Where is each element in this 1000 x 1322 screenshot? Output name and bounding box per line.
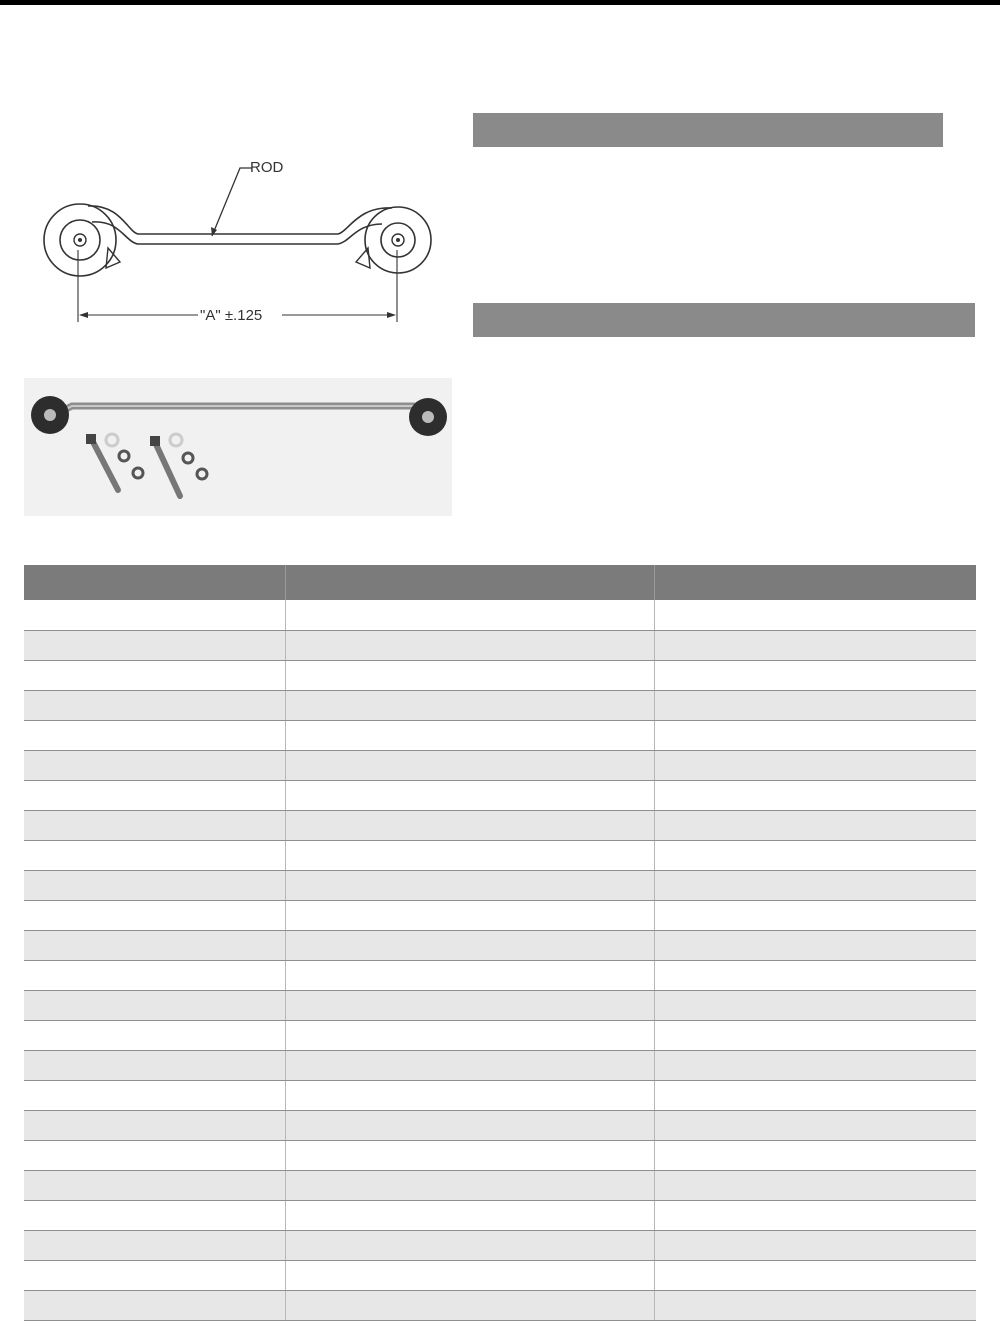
table-cell [285,1140,654,1170]
table-cell [285,1050,654,1080]
section-bar-2 [473,303,975,337]
table-cell [285,660,654,690]
table-cell [654,630,976,660]
table-cell [24,1230,285,1260]
table-header-cell-3 [654,565,976,600]
table-cell [654,840,976,870]
table-header-cell-1 [24,565,285,600]
table-row [24,870,976,900]
table-cell [285,690,654,720]
table-cell [654,750,976,780]
table-cell [24,930,285,960]
table-cell [24,1200,285,1230]
table-cell [24,720,285,750]
table-row [24,1050,976,1080]
table-cell [24,1290,285,1320]
table-cell [654,900,976,930]
table-row [24,960,976,990]
table-cell [654,1260,976,1290]
table-cell [654,1050,976,1080]
table-cell [24,990,285,1020]
table-cell [24,1020,285,1050]
table-row [24,660,976,690]
table-header-row [24,565,976,600]
table-row [24,810,976,840]
table-cell [654,720,976,750]
top-rule [0,0,1000,5]
table-row [24,690,976,720]
rod-label: ROD [250,159,284,176]
table-cell [285,1080,654,1110]
table-cell [24,960,285,990]
table-header-cell-2 [285,565,654,600]
table-cell [285,630,654,660]
table-row [24,930,976,960]
parts-table [24,565,976,1321]
table-cell [24,1170,285,1200]
table-row [24,840,976,870]
table-cell [285,900,654,930]
table-row [24,1260,976,1290]
dimension-label: "A" ±.125 [200,307,263,324]
table-cell [285,600,654,630]
table-row [24,1140,976,1170]
table-cell [654,600,976,630]
table-cell [654,1230,976,1260]
table-cell [24,660,285,690]
table-cell [285,1290,654,1320]
table-cell [285,870,654,900]
table-cell [654,870,976,900]
table-cell [24,750,285,780]
table-row [24,1200,976,1230]
table-cell [285,750,654,780]
table-row [24,900,976,930]
table-cell [654,1020,976,1050]
table-row [24,1080,976,1110]
table-cell [654,1290,976,1320]
table-cell [24,1140,285,1170]
table-row [24,990,976,1020]
table-row [24,1230,976,1260]
table-cell [24,600,285,630]
table-cell [24,690,285,720]
table-cell [285,1230,654,1260]
table-cell [24,1050,285,1080]
table-cell [654,1170,976,1200]
table-cell [285,930,654,960]
section-bar-1 [473,113,943,147]
table-cell [24,1110,285,1140]
table-row [24,780,976,810]
table-row [24,1020,976,1050]
rod-assembly-photo [24,378,452,516]
table-cell [654,990,976,1020]
table-cell [285,990,654,1020]
table-cell [24,780,285,810]
table-cell [24,1260,285,1290]
table-cell [24,630,285,660]
table-cell [285,1170,654,1200]
table-cell [24,810,285,840]
table-cell [285,1110,654,1140]
table-cell [24,840,285,870]
table-cell [654,1110,976,1140]
table-cell [285,1260,654,1290]
table-cell [24,900,285,930]
table-body [24,600,976,1320]
table-cell [654,780,976,810]
table-cell [654,660,976,690]
table-cell [654,930,976,960]
table-cell [654,1200,976,1230]
table-cell [285,960,654,990]
rod-technical-drawing [30,150,450,335]
table-row [24,720,976,750]
table-cell [24,870,285,900]
table-cell [24,1080,285,1110]
table-cell [285,840,654,870]
table-cell [285,1200,654,1230]
table-row [24,750,976,780]
rod-body [88,206,392,234]
table-row [24,1290,976,1320]
table-cell [654,1080,976,1110]
table-row [24,1170,976,1200]
table-row [24,1110,976,1140]
table-cell [654,810,976,840]
table-cell [654,960,976,990]
table-cell [285,810,654,840]
table-cell [654,690,976,720]
table-cell [285,720,654,750]
table-cell [654,1140,976,1170]
table-row [24,630,976,660]
table-cell [285,1020,654,1050]
table-row [24,600,976,630]
table-cell [285,780,654,810]
